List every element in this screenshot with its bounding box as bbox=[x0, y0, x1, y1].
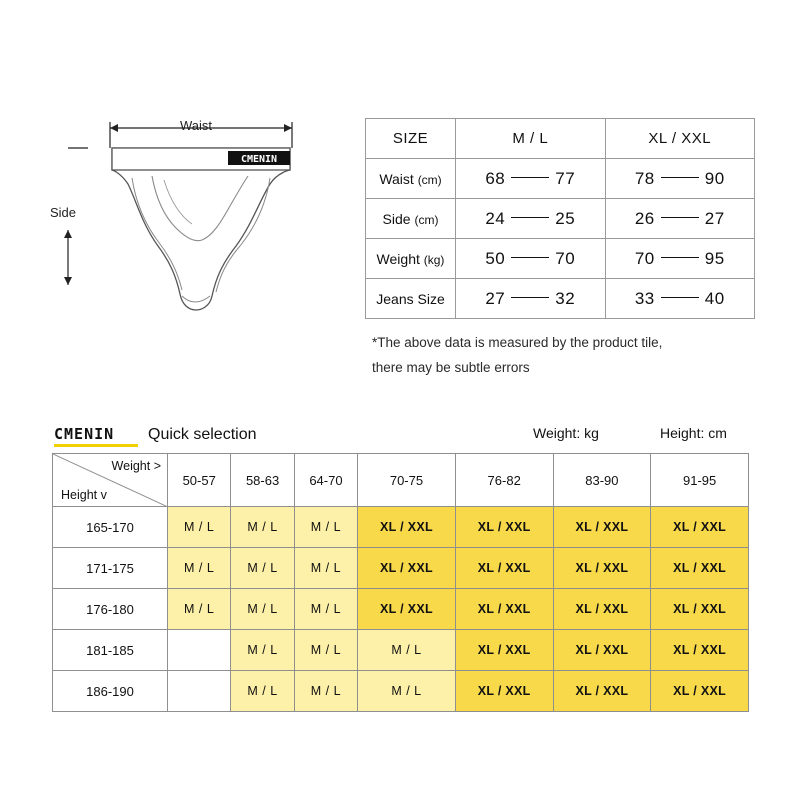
weight-column-header: 64-70 bbox=[294, 454, 357, 507]
size-cell: XL / XXL bbox=[651, 507, 749, 548]
size-cell: M / L bbox=[294, 671, 357, 712]
height-row-header: 176-180 bbox=[53, 589, 168, 630]
table-row bbox=[53, 589, 749, 630]
row-label-side: Side (cm) bbox=[366, 199, 456, 239]
waist-dimension-label: Waist bbox=[180, 118, 213, 133]
side-ml-value: 24 25 bbox=[456, 199, 606, 239]
size-cell: M / L bbox=[294, 548, 357, 589]
corner-height-label: Height v bbox=[61, 488, 107, 502]
weight-xl-value: 70 95 bbox=[605, 239, 755, 279]
table-row bbox=[53, 671, 749, 712]
size-cell: M / L bbox=[294, 630, 357, 671]
note-line-1: *The above data is measured by the product tile, bbox=[372, 335, 663, 350]
size-cell-empty bbox=[168, 671, 231, 712]
weight-column-header: 76-82 bbox=[455, 454, 553, 507]
size-cell: M / L bbox=[294, 589, 357, 630]
waistband-brand-text: CMENIN bbox=[240, 154, 278, 165]
height-row-header: 181-185 bbox=[53, 630, 168, 671]
size-cell: XL / XXL bbox=[455, 630, 553, 671]
size-cell: XL / XXL bbox=[358, 507, 456, 548]
size-cell: M / L bbox=[231, 507, 294, 548]
measurement-note bbox=[372, 330, 772, 380]
jeans-ml-value: 27 32 bbox=[456, 279, 606, 319]
height-row-header: 186-190 bbox=[53, 671, 168, 712]
size-cell: XL / XXL bbox=[358, 589, 456, 630]
size-cell: M / L bbox=[294, 507, 357, 548]
size-cell: XL / XXL bbox=[455, 548, 553, 589]
size-cell: M / L bbox=[231, 589, 294, 630]
table-row bbox=[366, 159, 755, 199]
size-cell: XL / XXL bbox=[553, 589, 651, 630]
size-cell: M / L bbox=[168, 589, 231, 630]
size-cell: M / L bbox=[231, 671, 294, 712]
weight-column-header: 83-90 bbox=[553, 454, 651, 507]
size-cell: M / L bbox=[231, 630, 294, 671]
quick-selection-table bbox=[52, 453, 749, 712]
size-cell: XL / XXL bbox=[651, 630, 749, 671]
height-row-header: 171-175 bbox=[53, 548, 168, 589]
size-cell: XL / XXL bbox=[553, 548, 651, 589]
row-label-waist: Waist (cm) bbox=[366, 159, 456, 199]
size-cell: M / L bbox=[168, 507, 231, 548]
row-label-jeans-size: Jeans Size bbox=[366, 279, 456, 319]
jeans-xl-value: 33 40 bbox=[605, 279, 755, 319]
table-row bbox=[366, 239, 755, 279]
size-cell: XL / XXL bbox=[358, 548, 456, 589]
header-size: SIZE bbox=[366, 119, 456, 159]
size-cell: XL / XXL bbox=[455, 589, 553, 630]
weight-column-header: 70-75 bbox=[358, 454, 456, 507]
height-unit-label: Height: cm bbox=[660, 425, 727, 441]
size-cell: M / L bbox=[231, 548, 294, 589]
height-row-header: 165-170 bbox=[53, 507, 168, 548]
side-xl-value: 26 27 bbox=[605, 199, 755, 239]
table-row bbox=[53, 548, 749, 589]
table-row bbox=[366, 199, 755, 239]
weight-unit-label: Weight: kg bbox=[533, 425, 599, 441]
size-cell: XL / XXL bbox=[651, 589, 749, 630]
size-cell: XL / XXL bbox=[455, 671, 553, 712]
row-label-weight: Weight (kg) bbox=[366, 239, 456, 279]
size-cell: M / L bbox=[168, 548, 231, 589]
quick-selection-title: Quick selection bbox=[148, 426, 257, 443]
brand-logo: CMENIN bbox=[54, 425, 115, 443]
weight-column-header: 50-57 bbox=[168, 454, 231, 507]
size-cell-empty bbox=[168, 630, 231, 671]
side-dimension-label: Side bbox=[50, 205, 77, 220]
axis-corner-cell bbox=[53, 454, 168, 507]
size-cell: XL / XXL bbox=[553, 507, 651, 548]
header-ml: M / L bbox=[456, 119, 606, 159]
size-cell: M / L bbox=[358, 671, 456, 712]
corner-weight-label: Weight > bbox=[111, 459, 161, 473]
size-cell: M / L bbox=[358, 630, 456, 671]
header-xlxxl: XL / XXL bbox=[605, 119, 755, 159]
waist-xl-value: 78 90 bbox=[605, 159, 755, 199]
size-cell: XL / XXL bbox=[553, 671, 651, 712]
brand-underline bbox=[54, 444, 138, 447]
size-cell: XL / XXL bbox=[553, 630, 651, 671]
size-cell: XL / XXL bbox=[651, 548, 749, 589]
size-cell: XL / XXL bbox=[455, 507, 553, 548]
table-header-row bbox=[366, 119, 755, 159]
quick-selection-header-row bbox=[53, 454, 749, 507]
weight-column-header: 58-63 bbox=[231, 454, 294, 507]
table-row bbox=[53, 630, 749, 671]
weight-ml-value: 50 70 bbox=[456, 239, 606, 279]
size-specification-table bbox=[365, 118, 755, 319]
product-illustration bbox=[40, 100, 360, 330]
underwear-drawing bbox=[40, 100, 360, 330]
size-cell: XL / XXL bbox=[651, 671, 749, 712]
weight-column-header: 91-95 bbox=[651, 454, 749, 507]
note-line-2: there may be subtle errors bbox=[372, 360, 530, 375]
waist-ml-value: 68 77 bbox=[456, 159, 606, 199]
table-row bbox=[366, 279, 755, 319]
table-row bbox=[53, 507, 749, 548]
